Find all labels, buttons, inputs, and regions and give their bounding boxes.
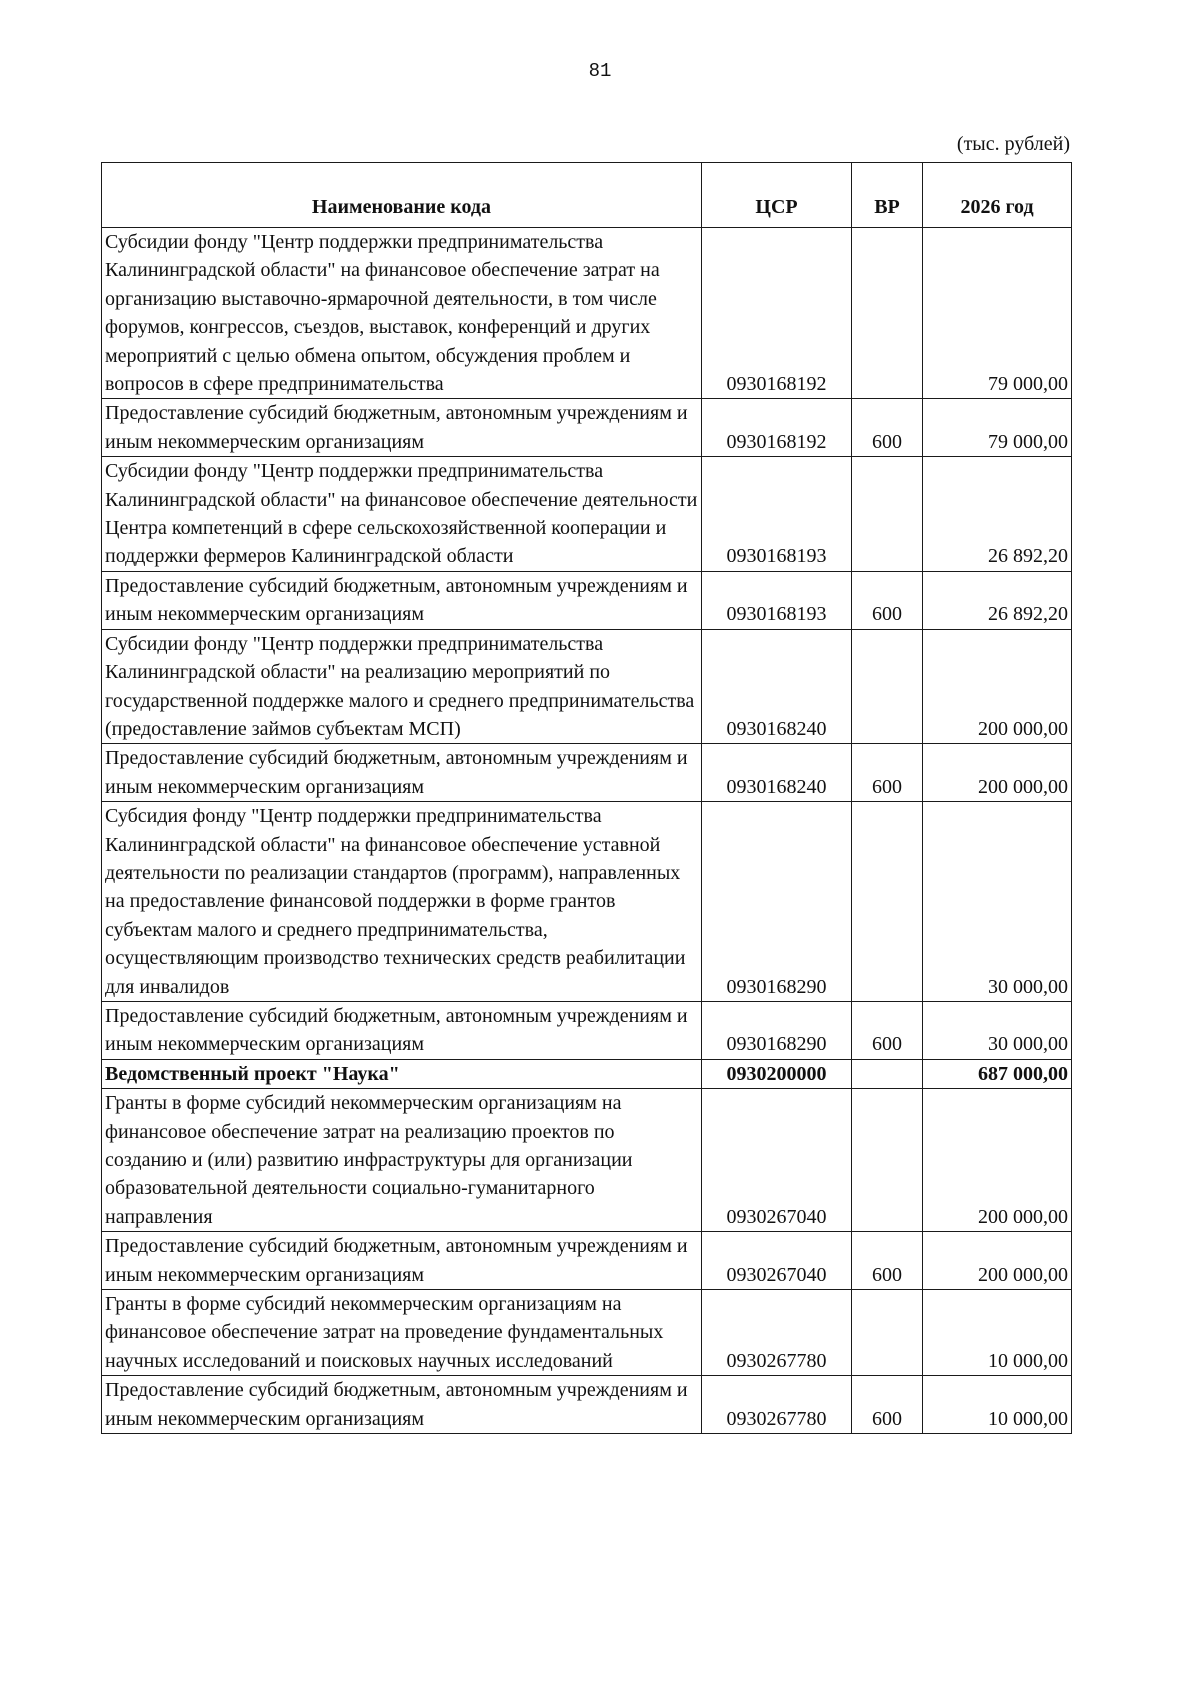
cell-csr: 0930267040 [702, 1232, 852, 1290]
table-body [102, 228, 1072, 1434]
cell-name: Гранты в форме субсидий некоммерческим организациям на финансовое обеспечение затрат на проведение фундаментальных научных исследований и поисковых научных исследований [102, 1290, 702, 1376]
cell-name: Предоставление субсидий бюджетным, автономным учреждениям и иным некоммерческим организациям [102, 1376, 702, 1434]
cell-name: Субсидии фонду "Центр поддержки предпринимательства Калининградской области" на реализацию мероприятий по государственной поддержке малого и среднего предпринимательства (предоставление займов субъектам МСП) [102, 629, 702, 744]
cell-vr [852, 802, 923, 1002]
header-csr: ЦСР [702, 163, 852, 228]
table-row [102, 1059, 1072, 1088]
cell-vr [852, 1059, 923, 1088]
cell-csr: 0930168193 [702, 457, 852, 572]
page-number: 81 [588, 60, 612, 82]
header-vr: ВР [852, 163, 923, 228]
cell-vr [852, 629, 923, 744]
cell-amount: 200 000,00 [923, 1232, 1072, 1290]
cell-vr: 600 [852, 1001, 923, 1059]
cell-vr [852, 1089, 923, 1232]
cell-csr: 0930168290 [702, 1001, 852, 1059]
cell-amount: 200 000,00 [923, 1089, 1072, 1232]
cell-amount: 30 000,00 [923, 802, 1072, 1002]
cell-name: Предоставление субсидий бюджетным, автономным учреждениям и иным некоммерческим организациям [102, 744, 702, 802]
cell-vr [852, 457, 923, 572]
cell-amount: 687 000,00 [923, 1059, 1072, 1088]
cell-csr: 0930168290 [702, 802, 852, 1002]
cell-name: Ведомственный проект "Наука" [102, 1059, 702, 1088]
cell-amount: 200 000,00 [923, 744, 1072, 802]
cell-vr: 600 [852, 1232, 923, 1290]
cell-name: Субсидии фонду "Центр поддержки предпринимательства Калининградской области" на финансовое обеспечение деятельности Центра компетенций в сфере сельскохозяйственной кооперации и поддержки фермеров Калининградской области [102, 457, 702, 572]
cell-csr: 0930168193 [702, 571, 852, 629]
cell-name: Гранты в форме субсидий некоммерческим организациям на финансовое обеспечение затрат на реализацию проектов по созданию и (или) развитию инфраструктуры для организации образовательной деятельности социально-гуманитарного направления [102, 1089, 702, 1232]
cell-vr: 600 [852, 571, 923, 629]
table-row [102, 571, 1072, 629]
cell-name: Субсидии фонду "Центр поддержки предпринимательства Калининградской области" на финансовое обеспечение затрат на организацию выставочно-ярмарочной деятельности, в том числе форумов, конгрессов, съездов, выставок, конференций и других мероприятий с целью обмена опытом, обсуждения проблем и вопросов в сфере предпринимательства [102, 228, 702, 399]
table-header [102, 163, 1072, 228]
cell-csr: 0930267040 [702, 1089, 852, 1232]
cell-csr: 0930168240 [702, 744, 852, 802]
header-name: Наименование кода [102, 163, 702, 228]
cell-amount: 200 000,00 [923, 629, 1072, 744]
cell-csr: 0930200000 [702, 1059, 852, 1088]
cell-csr: 0930168192 [702, 399, 852, 457]
cell-csr: 0930168240 [702, 629, 852, 744]
budget-table [101, 162, 1072, 1434]
table-row [102, 457, 1072, 572]
cell-name: Предоставление субсидий бюджетным, автономным учреждениям и иным некоммерческим организациям [102, 571, 702, 629]
cell-vr: 600 [852, 744, 923, 802]
cell-amount: 26 892,20 [923, 571, 1072, 629]
header-row [102, 163, 1072, 228]
table-row [102, 1290, 1072, 1376]
table-row [102, 228, 1072, 399]
header-year: 2026 год [923, 163, 1072, 228]
cell-amount: 10 000,00 [923, 1376, 1072, 1434]
cell-vr: 600 [852, 399, 923, 457]
cell-amount: 10 000,00 [923, 1290, 1072, 1376]
table-row [102, 802, 1072, 1002]
cell-name: Предоставление субсидий бюджетным, автономным учреждениям и иным некоммерческим организациям [102, 1232, 702, 1290]
cell-csr: 0930267780 [702, 1376, 852, 1434]
table-row [102, 1001, 1072, 1059]
table-row [102, 629, 1072, 744]
cell-vr [852, 1290, 923, 1376]
table-row [102, 1089, 1072, 1232]
table-row [102, 744, 1072, 802]
cell-vr [852, 228, 923, 399]
cell-amount: 79 000,00 [923, 399, 1072, 457]
units-label: (тыс. рублей) [956, 133, 1070, 155]
table-row [102, 1376, 1072, 1434]
cell-amount: 79 000,00 [923, 228, 1072, 399]
cell-amount: 30 000,00 [923, 1001, 1072, 1059]
cell-csr: 0930168192 [702, 228, 852, 399]
cell-csr: 0930267780 [702, 1290, 852, 1376]
table-row [102, 399, 1072, 457]
cell-name: Субсидия фонду "Центр поддержки предпринимательства Калининградской области" на финансовое обеспечение уставной деятельности по реализации стандартов (программ), направленных на предоставление финансовой поддержки в форме грантов субъектам малого и среднего предпринимательства, осуществляющим производство технических средств реабилитации для инвалидов [102, 802, 702, 1002]
cell-name: Предоставление субсидий бюджетным, автономным учреждениям и иным некоммерческим организациям [102, 1001, 702, 1059]
cell-amount: 26 892,20 [923, 457, 1072, 572]
table-row [102, 1232, 1072, 1290]
cell-vr: 600 [852, 1376, 923, 1434]
cell-name: Предоставление субсидий бюджетным, автономным учреждениям и иным некоммерческим организациям [102, 399, 702, 457]
